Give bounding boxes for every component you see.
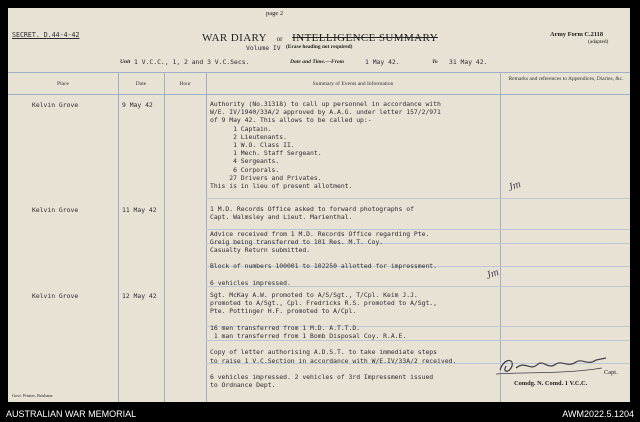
entry-place: Kelvin Grove xyxy=(32,101,79,109)
ruled-line xyxy=(206,198,630,199)
date-to-label: To xyxy=(432,59,438,65)
unit-label: Unit xyxy=(120,59,131,65)
entry-place: Kelvin Grove xyxy=(32,292,79,300)
column-divider xyxy=(118,72,119,402)
entry-line: 2 Lieutenants. xyxy=(210,132,287,141)
entry-line xyxy=(210,254,437,262)
printer-imprint: Govt. Printer, Brisbane xyxy=(12,393,53,398)
date-to-value: 31 May 42. xyxy=(449,58,488,66)
col-header-date: Date xyxy=(135,81,147,87)
entry-line: 6 vehicles impressed. 2 vehicles of 3rd Impressment issued xyxy=(210,372,434,381)
col-header-place: Place xyxy=(57,81,69,87)
entry-line: 1 W.O. Class II. xyxy=(210,141,295,150)
entry-line xyxy=(210,340,456,348)
signature-scrawl xyxy=(496,352,616,378)
entry-summary xyxy=(210,205,437,287)
entry-date: 12 May 42 xyxy=(122,292,157,300)
entry-line: Pte. Pottinger H.F. promoted to A/Cpl. xyxy=(210,307,357,316)
table-top-rule xyxy=(8,72,630,73)
page-label: page 2 xyxy=(266,10,284,17)
entry-date: 11 May 42 xyxy=(122,206,157,214)
entry-line: W/E. IV/1940/33A/2 approved by A.A.G. under letter 157/2/971 xyxy=(210,108,441,117)
col-header-remarks: Remarks and references to Appendices, Diaries, &c. xyxy=(508,76,624,82)
entry-summary xyxy=(210,100,441,190)
date-from-value: 1 May 42. xyxy=(365,58,400,66)
entry-line: Capt. Walmsley and Lieut. Marienthal. xyxy=(210,213,353,222)
entry-line: 27 Drivers and Privates. xyxy=(210,173,322,182)
entry-line: This is in lieu of present allotment. xyxy=(210,182,353,191)
entry-line xyxy=(210,271,437,279)
title-or: or xyxy=(276,35,283,43)
entry-line: Casualty Return submitted. xyxy=(210,246,311,254)
col-header-hour: Hour xyxy=(179,81,191,87)
diary-sheet xyxy=(8,8,630,402)
entry-line: to raise 1 V.C.Section in accordance with W/E.IV/33A/2 received. xyxy=(210,356,457,365)
entry-line: Sgt. McKay A.W. promoted to A/S/Sgt., T/Cpl. Keim J.J. xyxy=(210,291,418,299)
entry-line: promoted to A/Sgt., Cpl. Fredricks R.S. promoted to A/Sgt., xyxy=(210,299,438,308)
column-divider xyxy=(206,72,207,402)
entry-line: 1 M.D. Records Office asked to forward photographs of xyxy=(210,205,414,213)
handwritten-initials: Jm xyxy=(484,266,501,282)
entry-date: 9 May 42 xyxy=(122,101,153,109)
secret-marking: SECRET. D.44-4-42 xyxy=(12,31,80,39)
title-intelligence-summary: INTELLIGENCE SUMMARY xyxy=(292,32,438,44)
unit-value: 1 V.C.C., 1, 2 and 3 V.C.Secs. xyxy=(134,58,250,66)
handwritten-initials: Jm xyxy=(506,178,523,194)
signature-title: Comdg. N. Comd. 1 V.C.C. xyxy=(514,380,588,387)
entry-summary xyxy=(210,291,456,389)
entry-line: 1 man transferred from 1 Bomb Disposal Coy. R.A.E. xyxy=(210,332,407,340)
entry-place: Kelvin Grove xyxy=(32,206,79,214)
entry-line: Copy of letter authorising A.D.S.T. to take immediate steps xyxy=(210,348,438,357)
form-title xyxy=(202,28,438,44)
volume-label: Volume IV xyxy=(246,44,281,52)
entry-line: 16 men transferred from 1 M.D. A.T.T.D. xyxy=(210,323,361,332)
entry-line: Greig being transferred to 101 Res. M.T. Coy. xyxy=(210,237,384,246)
entry-line: of 9 May 42. This allows to be called up:- xyxy=(210,116,372,125)
entry-line xyxy=(210,221,437,229)
entry-line xyxy=(210,316,456,324)
army-form-adapted: (adapted) xyxy=(588,39,609,45)
army-form-number: Army Form C.2118 xyxy=(550,31,604,38)
erase-note: (Erase heading not required) xyxy=(286,44,353,50)
title-war-diary: WAR DIARY xyxy=(202,32,268,44)
entry-line: Advice received from 1 M.D. Records Office regarding Pte. xyxy=(210,229,430,238)
entry-line xyxy=(210,365,456,373)
entry-line: 4 Sergeants. xyxy=(210,157,280,166)
entry-line: 1 Mech. Staff Sergeant. xyxy=(210,149,322,158)
col-header-summary: Summary of Events and Information xyxy=(312,81,394,87)
date-from-label: Date and Time.—From xyxy=(290,59,345,65)
archive-reference: AWM2022.5.1204 xyxy=(562,409,634,419)
entry-line: Authority (No.31318) to call up personnel in accordance with xyxy=(210,100,441,108)
column-divider xyxy=(164,72,165,402)
entry-line: to Ordnance Dept. xyxy=(210,381,276,390)
table-header-rule xyxy=(8,94,630,95)
signature-rank: Capt. xyxy=(604,369,618,376)
archive-name: AUSTRALIAN WAR MEMORIAL xyxy=(6,409,137,419)
entry-line: 6 Corporals. xyxy=(210,165,280,174)
entry-line: 6 vehicles impressed. xyxy=(210,278,291,287)
entry-line: 1 Captain. xyxy=(210,124,272,133)
entry-line: Block of numbers 100001 to 102250 allotted for impressment. xyxy=(210,262,438,271)
